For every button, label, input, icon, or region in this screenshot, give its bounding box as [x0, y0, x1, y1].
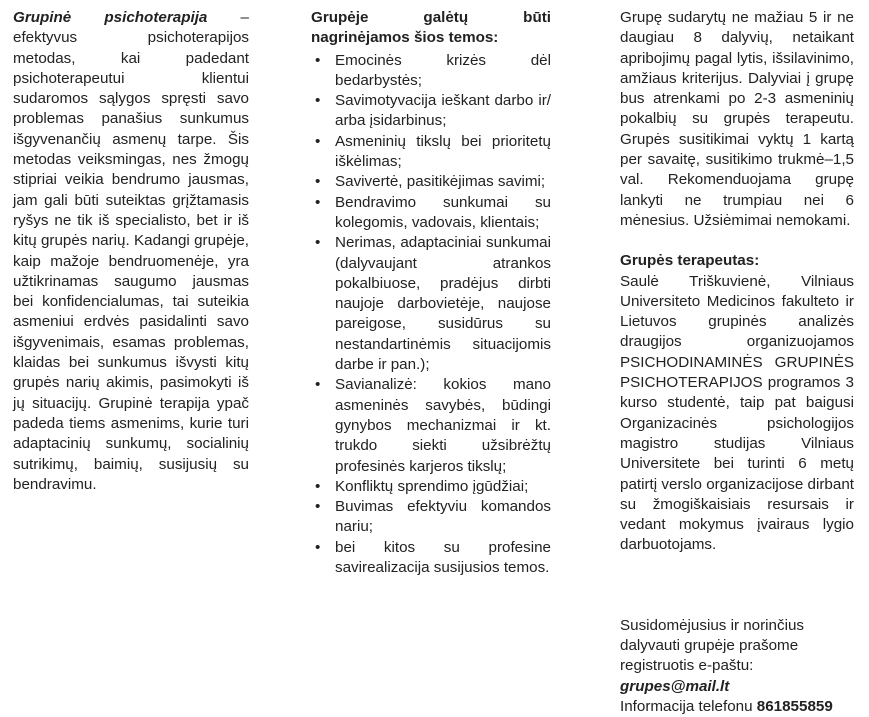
- topic-item: • Asmeninių tikslų bei prioritetų iškėlimas;: [311, 132, 551, 173]
- topic-item: • Savimotyvacija ieškant darbo ir/ arba įsidarbinus;: [311, 91, 551, 132]
- topic-item: • Buvimas efektyviu komandos nariu;: [311, 497, 551, 538]
- topic-item: • Emocinės krizės dėl bedarbystės;: [311, 51, 551, 92]
- topic-item: • bei kitos su profesine savirealizacija susijusios temos.: [311, 538, 551, 579]
- column-info: [620, 8, 854, 717]
- topic-item: • Savianalizė: kokios mano asmeninės savybės, būdingi gynybos mechanizmai ir kt. trukdo siekti užsibrėžtų profesinės karjeros tikslų;: [311, 375, 551, 476]
- contact-phone[interactable]: 861855859: [756, 697, 833, 715]
- intro-text: – efektyvus psichoterapijos metodas, kai padedant psichoterapeutui klientui sudaromos sąlygos spręsti savo problemas panašius sunkumus išgyvenančių asmenų tarpe. Šis metodas veiksmingas, nes žmogų stipriai veikia bendrumo jausmas, jam gali būti suteiktas grįžtamasis ryšys ne tik iš specialisto, bet ir iš kitų grupės narių. Kadangi grupėje, kaip mažoje bendruomenėje, yra užtikrinamas saugumo jausmas bei konfidencialumas, tai suteikia asmeniui erdvės pasidalinti savo išgyvenimais, esamas problemas, klaidas bei sunkumus išvysti kitų grupės narių akimis, pasimokyti iš jų situacijų. Grupinė terapija ypač padeda tiems asmenims, kurie turi adaptacinių sunkumų, socialinių sutrikimų, baimių, susijusių su bendravimu.: [13, 9, 249, 493]
- topic-item: • Nerimas, adaptaciniai sunkumai (dalyvaujant atrankos pokalbiuose, pradėjus dirbti naujoje darbovietėje, naujose pareigose, susidūrus su nestandartinėmis situacijomis darbe ir pan.);: [311, 233, 551, 375]
- topic-item: • Bendravimo sunkumai su kolegomis, vadovais, klientais;: [311, 193, 551, 234]
- topic-item: • Konfliktų sprendimo įgūdžiai;: [311, 477, 551, 497]
- intro-title: Grupinė psichoterapija: [13, 9, 208, 26]
- phone-label: Informacija telefonu: [620, 697, 757, 715]
- group-info-paragraph: Grupę sudarytų ne mažiau 5 ir ne daugiau 8 dalyvių, netaikant apribojimų pagal lytis, išsilavinimo, amžiaus kriterijus. Dalyviai į grupę bus atrenkami po 2-3 asmeninių pokalbių su grupės terapeutu. Grupės susitikimai vyktų 1 kartą per savaitę, susitikimo trukmė–1,5 val. Rekomenduojama grupę lankyti ne trumpiau nei 6 mėnesius. Užsiėmimai nemokami.: [620, 9, 854, 229]
- contact-email[interactable]: grupes@mail.lt: [620, 677, 730, 695]
- column-topics: [311, 8, 551, 578]
- topics-heading: Grupėje galėtų būti nagrinėjamos šios temos:: [311, 9, 551, 47]
- topic-item: • Savivertė, pasitikėjimas savimi;: [311, 172, 551, 192]
- topics-list: [311, 51, 551, 579]
- therapist-heading: Grupės terapeutas:: [620, 252, 760, 270]
- therapist-paragraph: Saulė Triškuvienė, Vilniaus Universiteto Medicinos fakulteto ir Lietuvos grupinės analizės draugijos organizuojamos PSICHODINAMINĖS GRUPINĖS PSICHOTERAPIJOS programos 3 kurso studentė, taip pat baigusi Organizacinės psichologijos magistro studijas Vilniaus Universitete bei turinti 6 metų patirtį verslo organizacijose dirbant su žmogiškaisiais resursais ir vedant mokymus įvairaus lygio darbuotojams.: [620, 272, 854, 554]
- contact-block: [620, 616, 854, 717]
- intro-paragraph: [13, 8, 249, 495]
- contact-text: Susidomėjusius ir norinčius dalyvauti grupėje prašome registruotis e-paštu:: [620, 616, 805, 675]
- column-intro: [13, 8, 249, 495]
